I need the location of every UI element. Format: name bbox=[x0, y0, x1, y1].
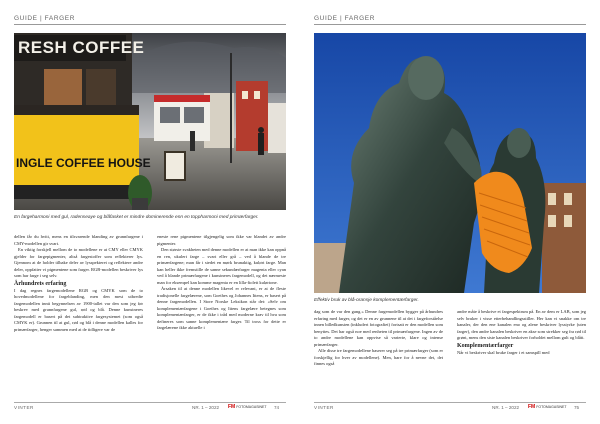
header-rule bbox=[314, 24, 586, 25]
paragraph: dellen får du hvitt, mens en tilsvarende blanding av grunnfargene i CMY-modellen gir svart. bbox=[14, 234, 143, 246]
coffee-house-illustration bbox=[14, 33, 286, 210]
footer-rule bbox=[14, 402, 286, 403]
sign-bottom: INGLE COFFEE HOUSE bbox=[16, 156, 151, 170]
left-page bbox=[14, 0, 300, 424]
sign-top: RESH COFFEE bbox=[18, 38, 145, 57]
magazine-logo: FMFOTOMAGASINET bbox=[228, 404, 267, 410]
right-column-2 bbox=[457, 309, 586, 356]
footer-season: VINTER bbox=[314, 405, 334, 410]
magazine-logo: FMFOTOMAGASINET bbox=[528, 404, 567, 410]
paragraph: Årsaken til at denne modellen likevel er relevant, er at de fleste tradisjonelle fargelærene, som Goethes og Johannes Ittens, er basert på denne fargemodellen. I Store Norske Leksikon står det: «Selv om komplementærfargene i Goethes og Ittens fargelære betegnes som komplementærfarger, er de ikke i tråd med moderne krav til hva som defineres som sanne komplementære farger. Til tross for dette er fargelærene ikke aktuelle i bbox=[157, 286, 286, 330]
right-column-1 bbox=[314, 309, 443, 368]
footer-rule bbox=[314, 402, 586, 403]
paragraph: Alle disse tre fargemodellene baserer seg på tre primærfarger (som er forskjellig for hver av modellene). Men, bare for å nevne det, det finnes også bbox=[314, 348, 443, 366]
paragraph: dag som de var den gang.» Denne fargemodellen bygger på århundres erfaring med farger, og det er en av grunnene til at det i fargeforståelse innen billedkunsten (inkludert fotografiet) fortsatt er den modellen som benyttes. Det har også noe med renheten til primærfargene. Ingen av de to andre modellene kan oppvise så varierte, klare og intense primærfarger. bbox=[314, 309, 443, 347]
statues-photo bbox=[314, 33, 586, 293]
right-page bbox=[314, 0, 600, 424]
left-column-2 bbox=[157, 234, 286, 332]
page-number: 74 bbox=[274, 405, 280, 410]
section-header: GUIDE | FARGER bbox=[14, 15, 76, 22]
photo-caption: Effektiv bruk av blå-oransje komplementærfarger. bbox=[314, 298, 419, 303]
header-rule bbox=[14, 24, 286, 25]
footer-season: VINTER bbox=[14, 405, 34, 410]
paragraph: En viktig forskjell mellom de to modellene er at CMY eller CMYK gjelder for fargepigmenter, altså fargestoffer som reflekterer lys. Gjennom at de holder tilbake deler av lysspekteret og reflektere andre deler, oppfatter vi pigmentene som farger. RGB-modellen beskriver lys som har farge i seg selv. bbox=[14, 247, 143, 278]
page-number: 75 bbox=[574, 405, 580, 410]
paragraph: I dag regnes fargemodellene RGB og CMYK som de to hovedmodellene for fargeblanding, men den mest utbredte fargemodellen innti begynnelsen av 1900-tallet var den som jeg før beskrev med grunnfargene gul, rød og blå. Denne kunstneres fargemodell er basert på det subtraktive fargesystemet (som også CMYK er). Grunnen til at gul, rød og blå i denne modellen kalles for primærfarger, henger sammen med at de tidligere var de bbox=[14, 287, 143, 332]
footer-issue: NR. 1 – 2022 bbox=[192, 405, 220, 410]
subheading: Århundrets erfaring bbox=[14, 280, 67, 287]
footer-issue: NR. 1 – 2022 bbox=[492, 405, 520, 410]
paragraph: Den største svakheten med denne modellen er at man ikke kan oppnå en ren, ukulert farge – svart eller grå – ved å blande de tre primærfargene; man får i stedet en mørk brunaktig, kulørt farge. Man kan heller ikke fremstille de sanne sekundærfarger magenta eller cyan ved å blande primærfargene i kunstneres fargemodell, og det nærmeste man for eksempel kan komme magenta er en lilla-fiolett kulørtone. bbox=[157, 247, 286, 285]
photo-caption: En fargeharmoni med gul, radenseaye og blåfasket er mindre dominerende enn en toppharmoni med primærfarger. bbox=[14, 215, 259, 220]
left-column-1 bbox=[14, 234, 143, 333]
coffee-house-photo bbox=[14, 33, 286, 210]
section-header: GUIDE | FARGER bbox=[314, 15, 376, 22]
subheading: Komplementærfarger bbox=[457, 342, 514, 349]
paragraph: eneste rene pigmentene tilgjengelig som ikke var blandet av andre pigmenter. bbox=[157, 234, 286, 246]
paragraph: andre måte å beskrive et fargespektrum på. En av dem er LAB, som jeg selv bruker i visse etterbehandlingsstiller. Her kan vi snakke om tre kanaler, der den ene kanalen eno og alene beskriver lysstyrke (uten farger), den andre kanalen beskriver en akse som strekker seg fra rød til grønt, mens den siste kanalen beskriver forholdet mellom gult og blått. bbox=[457, 309, 586, 340]
statues-illustration bbox=[314, 33, 586, 293]
paragraph: Når vi beskriver skal bruke farger i et samspill med bbox=[457, 349, 550, 355]
